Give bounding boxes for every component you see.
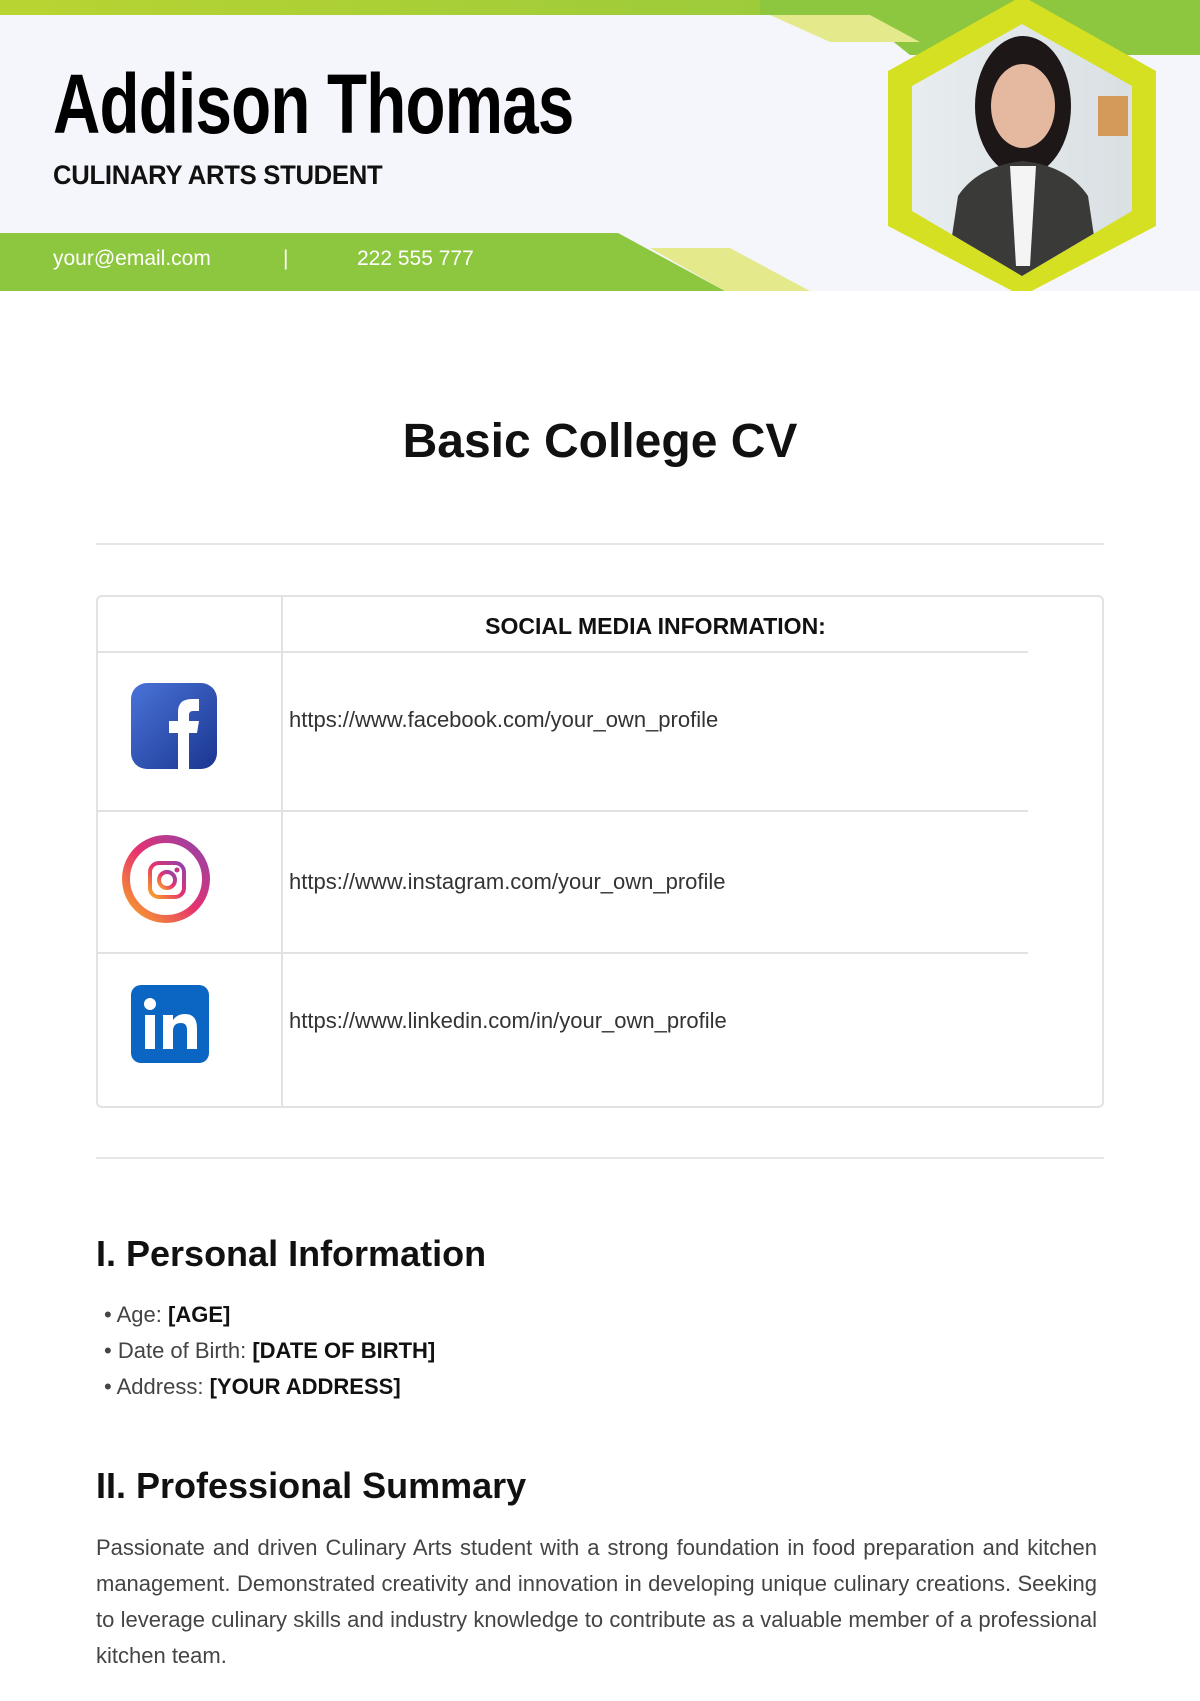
facebook-icon <box>131 683 217 769</box>
professional-summary-heading: II. Professional Summary <box>96 1465 527 1506</box>
item-value: [AGE] <box>168 1302 231 1327</box>
row-divider <box>98 810 1028 812</box>
divider <box>96 1157 1104 1159</box>
social-table-header: SOCIAL MEDIA INFORMATION: <box>485 613 826 639</box>
item-label: Age: <box>116 1302 162 1327</box>
social-media-table <box>96 595 1104 1108</box>
divider <box>96 543 1104 545</box>
document-title: Basic College CV <box>402 415 798 468</box>
row-divider <box>98 651 1028 653</box>
email-text: your@email.com <box>53 247 211 270</box>
profile-photo <box>888 0 1156 291</box>
candidate-role: CULINARY ARTS STUDENT <box>53 160 383 190</box>
candidate-name: Addison Thomas <box>53 57 574 151</box>
personal-info-heading: I. Personal Information <box>96 1233 487 1274</box>
list-item: • Date of Birth: [DATE OF BIRTH] <box>104 1338 436 1363</box>
facebook-link[interactable]: https://www.facebook.com/your_own_profile <box>289 707 719 732</box>
column-divider <box>281 597 283 1106</box>
item-value: [DATE OF BIRTH] <box>252 1338 436 1363</box>
contact-separator: | <box>283 247 289 270</box>
list-item: • Address: [YOUR ADDRESS] <box>104 1374 401 1399</box>
instagram-link[interactable]: https://www.instagram.com/your_own_profile <box>289 869 726 894</box>
list-item: • Age: [AGE] <box>104 1302 231 1327</box>
item-label: Address: <box>116 1374 204 1399</box>
item-value: [YOUR ADDRESS] <box>209 1374 401 1399</box>
summary-paragraph: Passionate and driven Culinary Arts student with a strong foundation in food preparation and kitchen management. Demonstrated creativity and innovation in developing unique culinary creations. Seeking to leverage culinary skills and industry knowledge to contribute as a valuable member of a professional kitchen team. <box>96 1535 1097 1668</box>
instagram-icon <box>118 831 214 927</box>
item-label: Date of Birth: <box>117 1338 247 1363</box>
linkedin-icon <box>131 985 209 1063</box>
row-divider <box>98 952 1028 954</box>
phone-text: 222 555 777 <box>357 247 474 270</box>
cv-header <box>0 0 1200 291</box>
linkedin-link[interactable]: https://www.linkedin.com/in/your_own_profile <box>289 1008 727 1033</box>
